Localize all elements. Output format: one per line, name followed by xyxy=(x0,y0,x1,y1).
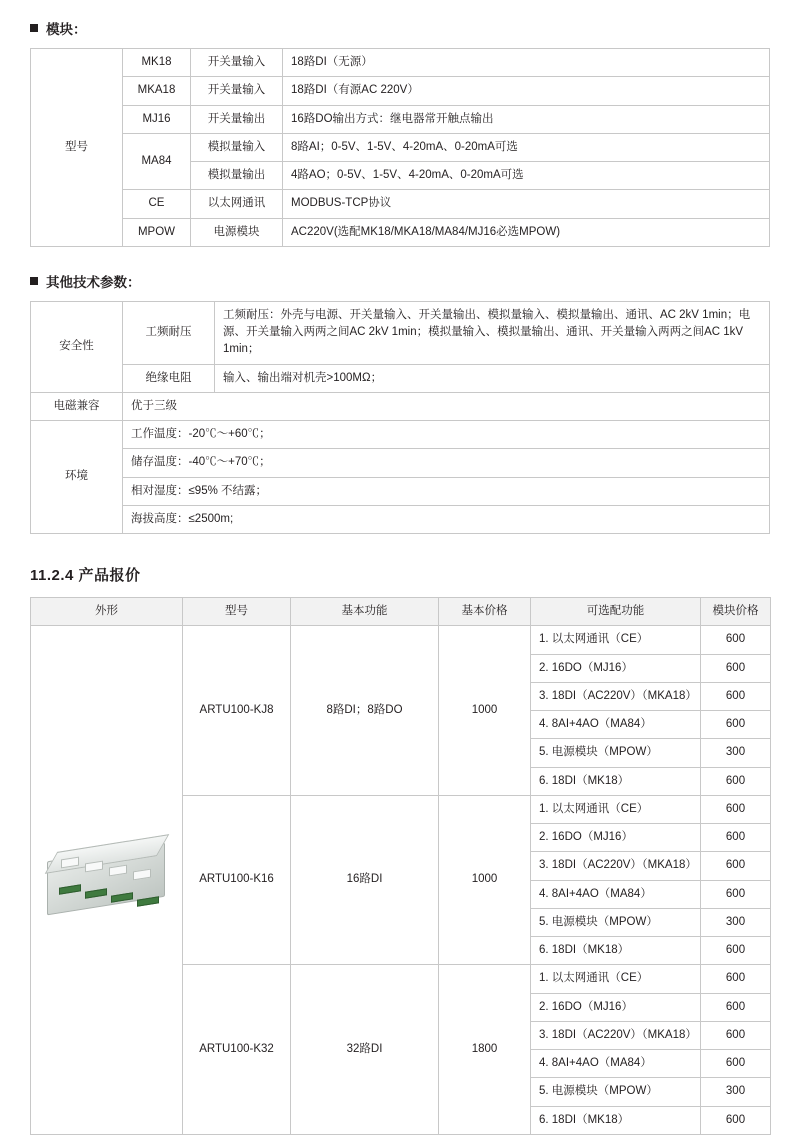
option-name: 1. 以太网通讯（CE） xyxy=(531,965,701,993)
option-price: 600 xyxy=(701,1021,771,1049)
other-section-title-text: 其他技术参数： xyxy=(46,274,141,290)
module-model: MKA18 xyxy=(123,77,191,105)
table-row xyxy=(31,49,770,77)
option-price: 600 xyxy=(701,767,771,795)
other-section-title xyxy=(30,271,770,291)
option-price: 600 xyxy=(701,993,771,1021)
module-function: 以太网通讯 xyxy=(191,190,283,218)
module-desc: 4路AO；0-5V、1-5V、4-20mA、0-20mA可选 xyxy=(283,162,770,190)
col-header-outer: 外形 xyxy=(31,598,183,626)
option-name: 5. 电源模块（MPOW） xyxy=(531,739,701,767)
env-value: 相对湿度：≤95% 不结露； xyxy=(123,477,770,505)
option-price: 300 xyxy=(701,908,771,936)
table-row xyxy=(31,477,770,505)
env-label: 环境 xyxy=(31,421,123,534)
option-price: 600 xyxy=(701,824,771,852)
env-value: 海拔高度：≤2500m; xyxy=(123,505,770,533)
safety-label: 安全性 xyxy=(31,301,123,392)
table-row xyxy=(31,218,770,246)
module-model: MA84 xyxy=(123,133,191,190)
option-name: 4. 8AI+4AO（MA84） xyxy=(531,711,701,739)
module-section-title-text: 模块： xyxy=(46,22,87,37)
option-price: 600 xyxy=(701,654,771,682)
table-row xyxy=(31,301,770,364)
option-name: 3. 18DI（AC220V）（MKA18） xyxy=(531,682,701,710)
product-model: ARTU100-K32 xyxy=(183,965,291,1135)
module-desc: AC220V(选配MK18/MKA18/MA84/MJ16必选MPOW) xyxy=(283,218,770,246)
option-price: 600 xyxy=(701,795,771,823)
product-basic-function: 32路DI xyxy=(291,965,439,1135)
option-name: 6. 18DI（MK18） xyxy=(531,1106,701,1134)
other-params-table xyxy=(30,301,770,534)
product-basic-function: 16路DI xyxy=(291,795,439,965)
option-price: 300 xyxy=(701,739,771,767)
product-image-cell xyxy=(31,626,183,1135)
product-basic-price: 1000 xyxy=(439,626,531,796)
module-section-title xyxy=(30,18,770,38)
spacer xyxy=(30,247,770,271)
option-price: 600 xyxy=(701,1050,771,1078)
module-function: 开关量输入 xyxy=(191,77,283,105)
safety-item-name: 工频耐压 xyxy=(123,301,215,364)
option-name: 4. 8AI+4AO（MA84） xyxy=(531,1050,701,1078)
col-header-option: 可选配功能 xyxy=(531,598,701,626)
product-basic-price: 1800 xyxy=(439,965,531,1135)
option-name: 3. 18DI（AC220V）（MKA18） xyxy=(531,1021,701,1049)
col-header-model: 型号 xyxy=(183,598,291,626)
bullet-square-icon xyxy=(30,277,38,285)
option-price: 600 xyxy=(701,711,771,739)
table-row xyxy=(31,105,770,133)
module-function: 电源模块 xyxy=(191,218,283,246)
safety-item-name: 绝缘电阻 xyxy=(123,364,215,392)
option-price: 600 xyxy=(701,1106,771,1134)
module-desc: 8路AI；0-5V、1-5V、4-20mA、0-20mA可选 xyxy=(283,133,770,161)
option-price: 600 xyxy=(701,626,771,654)
module-function: 模拟量输入 xyxy=(191,133,283,161)
product-basic-price: 1000 xyxy=(439,795,531,965)
table-row xyxy=(31,133,770,161)
module-model: CE xyxy=(123,190,191,218)
table-row xyxy=(31,392,770,420)
option-name: 4. 8AI+4AO（MA84） xyxy=(531,880,701,908)
table-header-row xyxy=(31,598,771,626)
module-function: 模拟量输出 xyxy=(191,162,283,190)
product-image xyxy=(39,834,175,926)
option-price: 600 xyxy=(701,937,771,965)
module-desc: MODBUS-TCP协议 xyxy=(283,190,770,218)
option-name: 1. 以太网通讯（CE） xyxy=(531,626,701,654)
product-basic-function: 8路DI；8路DO xyxy=(291,626,439,796)
option-name: 2. 16DO（MJ16） xyxy=(531,654,701,682)
option-name: 5. 电源模块（MPOW） xyxy=(531,1078,701,1106)
table-row xyxy=(31,421,770,449)
option-price: 600 xyxy=(701,682,771,710)
env-value: 工作温度：-20℃～+60℃； xyxy=(123,421,770,449)
table-row xyxy=(31,626,771,654)
module-function: 开关量输出 xyxy=(191,105,283,133)
emc-label: 电磁兼容 xyxy=(31,392,123,420)
price-section-heading: 11.2.4 产品报价 xyxy=(30,567,141,584)
module-row-label: 型号 xyxy=(31,49,123,247)
safety-item-value: 工频耐压：外壳与电源、开关量输入、开关量输出、模拟量输入、模拟量输出、通讯、AC 2kV 1min；电源、开关量输入两两之间AC 2kV 1min；模拟量输入、模拟量输出、通讯、开关量输入两两之间AC 1kV 1min； xyxy=(215,301,770,364)
option-name: 3. 18DI（AC220V）（MKA18） xyxy=(531,852,701,880)
safety-item-value: 输入、输出端对机壳>100MΩ； xyxy=(215,364,770,392)
option-name: 1. 以太网通讯（CE） xyxy=(531,795,701,823)
price-table xyxy=(30,597,771,1135)
product-model: ARTU100-KJ8 xyxy=(183,626,291,796)
col-header-base-price: 基本价格 xyxy=(439,598,531,626)
option-price: 300 xyxy=(701,1078,771,1106)
module-model: MJ16 xyxy=(123,105,191,133)
module-model: MK18 xyxy=(123,49,191,77)
emc-value: 优于三级 xyxy=(123,392,770,420)
bullet-square-icon xyxy=(30,24,38,32)
option-name: 2. 16DO（MJ16） xyxy=(531,824,701,852)
option-price: 600 xyxy=(701,880,771,908)
module-desc: 16路DO输出方式：继电器常开触点输出 xyxy=(283,105,770,133)
col-header-module-price: 模块价格 xyxy=(701,598,771,626)
option-name: 5. 电源模块（MPOW） xyxy=(531,908,701,936)
module-desc: 18路DI（有源AC 220V） xyxy=(283,77,770,105)
module-model: MPOW xyxy=(123,218,191,246)
option-name: 2. 16DO（MJ16） xyxy=(531,993,701,1021)
table-row xyxy=(31,190,770,218)
env-value: 储存温度：-40℃～+70℃； xyxy=(123,449,770,477)
table-row xyxy=(31,505,770,533)
col-header-function: 基本功能 xyxy=(291,598,439,626)
module-function: 开关量输入 xyxy=(191,49,283,77)
option-name: 6. 18DI（MK18） xyxy=(531,937,701,965)
module-desc: 18路DI（无源） xyxy=(283,49,770,77)
option-name: 6. 18DI（MK18） xyxy=(531,767,701,795)
option-price: 600 xyxy=(701,852,771,880)
table-row xyxy=(31,364,770,392)
option-price: 600 xyxy=(701,965,771,993)
table-row xyxy=(31,77,770,105)
module-table xyxy=(30,48,770,247)
product-model: ARTU100-K16 xyxy=(183,795,291,965)
table-row xyxy=(31,449,770,477)
